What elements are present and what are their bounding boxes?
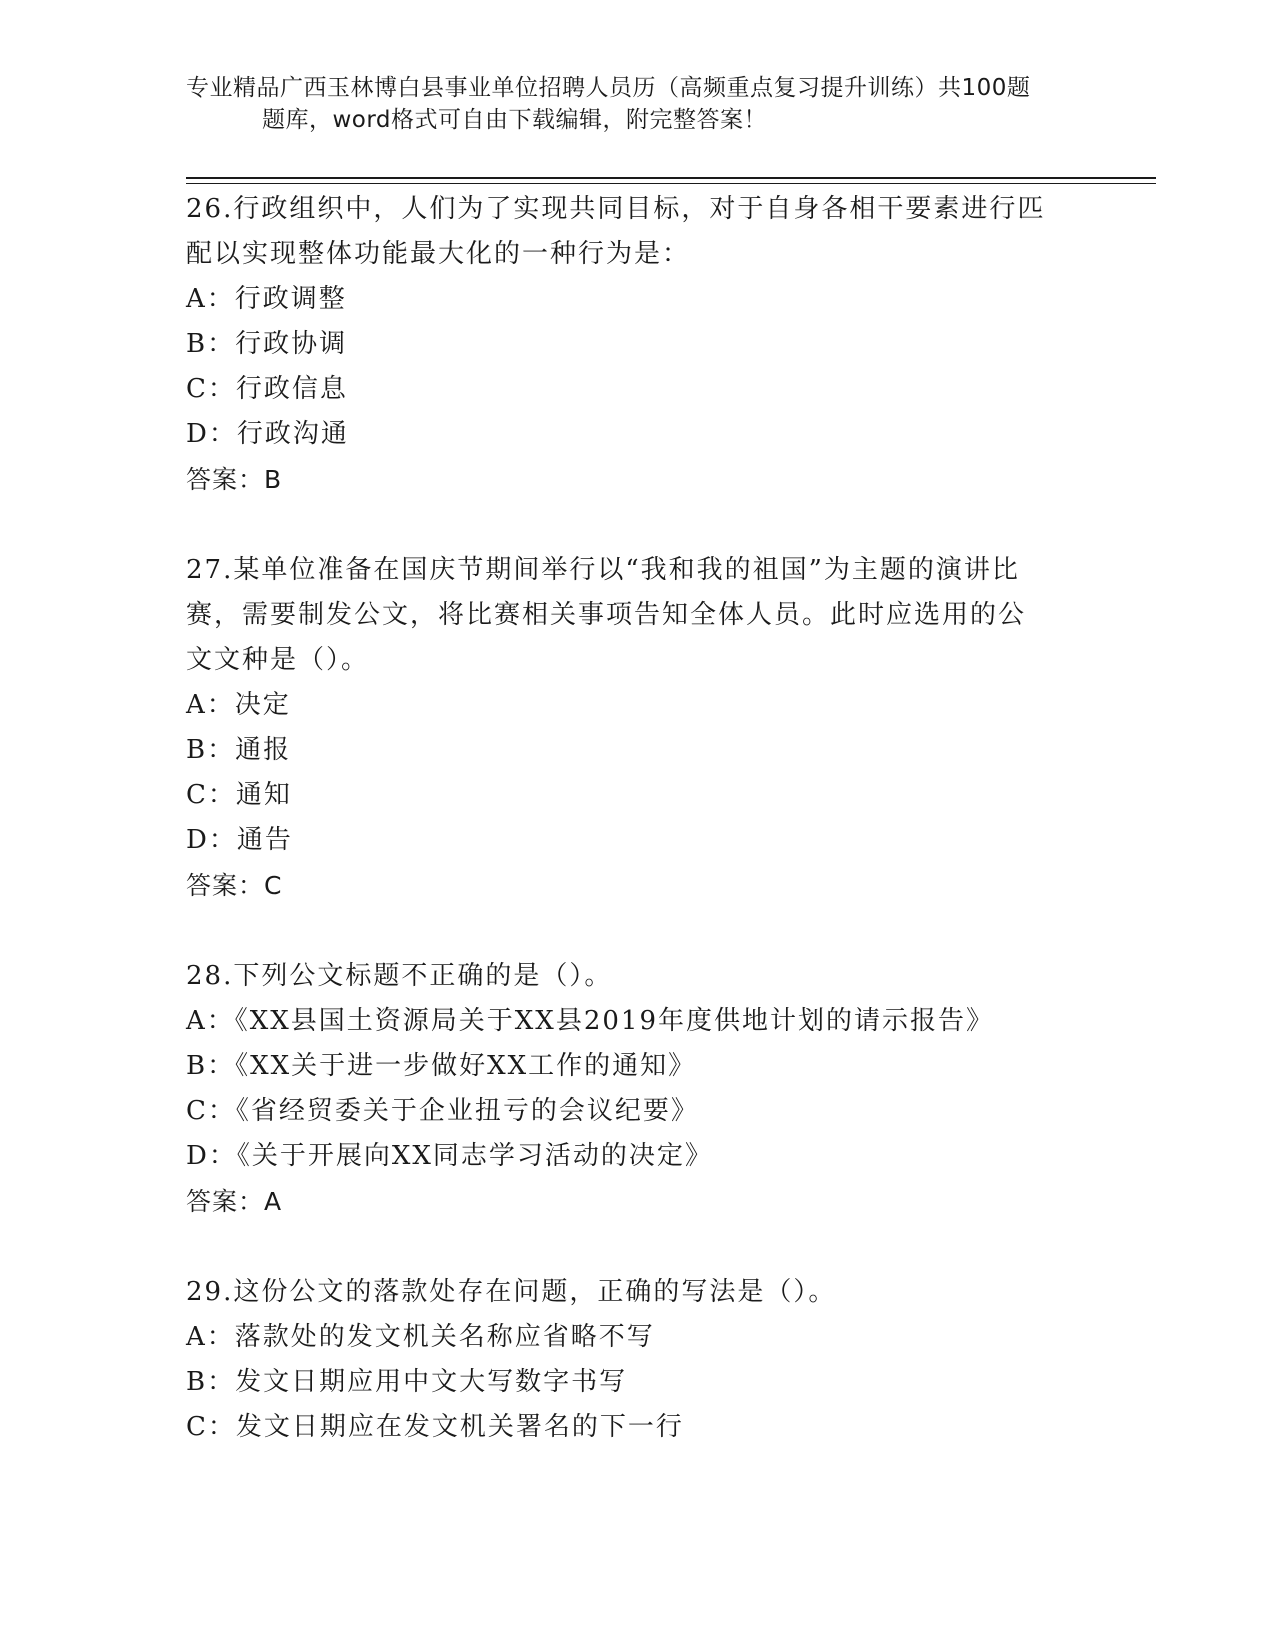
option-b: B：发文日期应用中文大写数字书写 bbox=[186, 1367, 628, 1397]
option-d: D：《关于开展向XX同志学习活动的决定》 bbox=[186, 1141, 713, 1171]
option-c: C：通知 bbox=[186, 780, 292, 810]
header-rule-thin bbox=[186, 183, 1156, 184]
question-27 bbox=[186, 548, 1086, 908]
option-c: C：发文日期应在发文机关署名的下一行 bbox=[186, 1412, 684, 1442]
answer-label: 答案：A bbox=[186, 1187, 283, 1216]
option-b: B：《XX关于进一步做好XX工作的通知》 bbox=[186, 1051, 697, 1081]
question-26 bbox=[186, 187, 1086, 502]
answer-label: 答案：C bbox=[186, 871, 283, 900]
option-d: D：通告 bbox=[186, 825, 293, 855]
header-rule-thick bbox=[186, 177, 1156, 179]
option-a: A：决定 bbox=[186, 690, 291, 720]
question-stem-line: 29.这份公文的落款处存在问题，正确的写法是（）。 bbox=[186, 1277, 837, 1307]
question-stem-line: 配以实现整体功能最大化的一种行为是： bbox=[186, 239, 691, 269]
question-stem-line: 文文种是（）。 bbox=[186, 645, 370, 675]
header-title-line2: 题库，word格式可自由下载编辑，附完整答案！ bbox=[262, 107, 768, 133]
question-29 bbox=[186, 1270, 1086, 1450]
option-c: C：行政信息 bbox=[186, 374, 348, 404]
page-header bbox=[186, 72, 1086, 136]
header-title-line1: 专业精品广西玉林博白县事业单位招聘人员历（高频重点复习提升训练）共100题 bbox=[186, 75, 1031, 101]
option-b: B：行政协调 bbox=[186, 329, 348, 359]
question-list bbox=[186, 187, 1086, 1450]
option-d: D：行政沟通 bbox=[186, 419, 349, 449]
question-stem-line: 赛，需要制发公文，将比赛相关事项告知全体人员。此时应选用的公 bbox=[186, 600, 1027, 630]
option-b: B：通报 bbox=[186, 735, 292, 765]
option-c: C：《省经贸委关于企业扭亏的会议纪要》 bbox=[186, 1096, 699, 1126]
question-stem-line: 26.行政组织中，人们为了实现共同目标，对于自身各相干要素进行匹 bbox=[186, 194, 1046, 224]
question-stem-line: 28.下列公文标题不正确的是（）。 bbox=[186, 961, 613, 991]
question-28 bbox=[186, 954, 1086, 1224]
option-a: A：行政调整 bbox=[186, 284, 347, 314]
option-a: A：落款处的发文机关名称应省略不写 bbox=[186, 1322, 655, 1352]
option-a: A：《XX县国土资源局关于XX县2019年度供地计划的请示报告》 bbox=[186, 1006, 994, 1036]
answer-label: 答案：B bbox=[186, 465, 283, 494]
question-stem-line: 27.某单位准备在国庆节期间举行以“我和我的祖国”为主题的演讲比 bbox=[186, 555, 1020, 585]
